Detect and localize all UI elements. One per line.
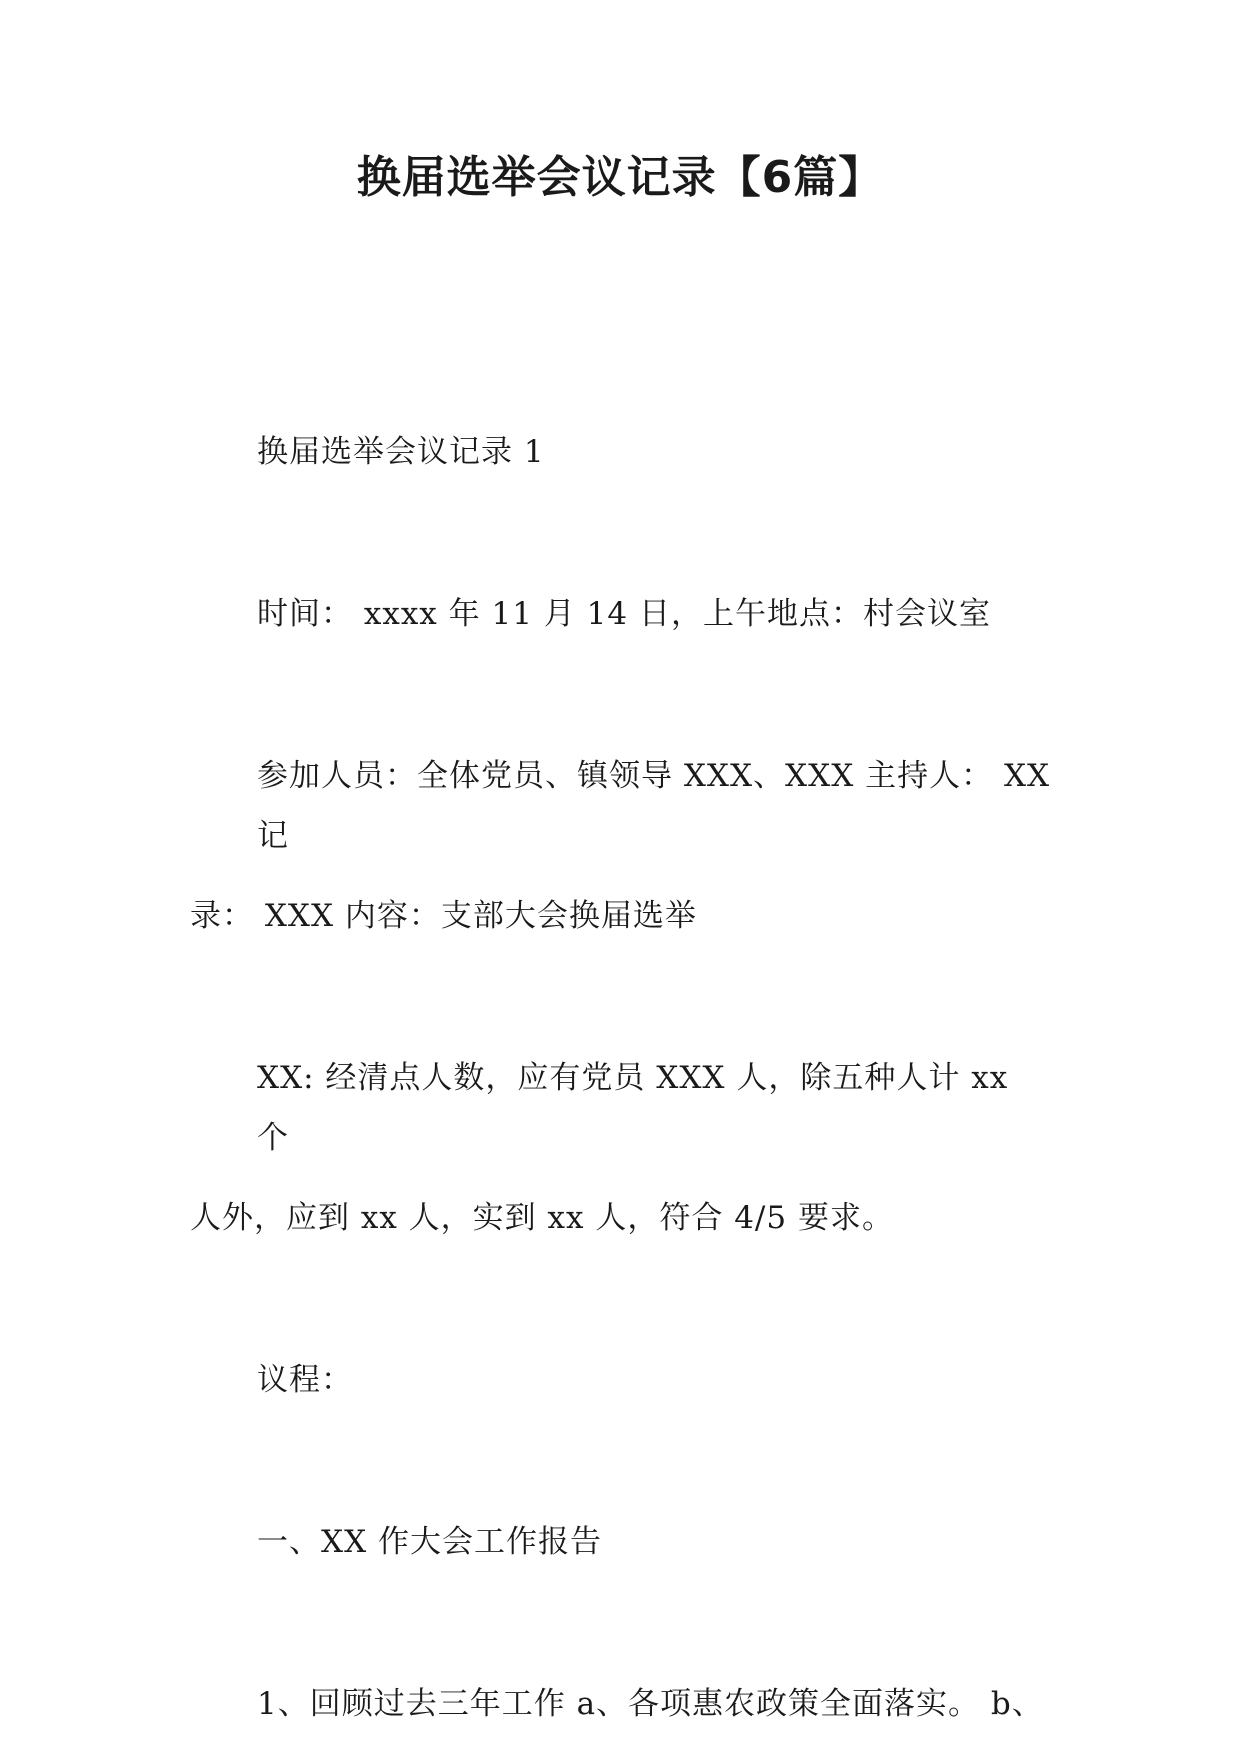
attendees-line-wrap: 记 bbox=[257, 818, 289, 854]
recorder-content-line: 录： XXX 内容：支部大会换届选举 bbox=[190, 898, 697, 934]
attendees-line: 参加人员：全体党员、镇领导 XXX、XXX 主持人： XX bbox=[257, 758, 1051, 794]
meeting-time-line: 时间： xxxx 年 11 月 14 日，上午地点：村会议室 bbox=[257, 596, 991, 632]
agenda-item-1-detail: 1、回顾过去三年工作 a、各项惠农政策全面落实。 b、 bbox=[257, 1686, 1044, 1722]
agenda-item-1: 一、XX 作大会工作报告 bbox=[257, 1524, 602, 1560]
headcount-line: XX: 经清点人数，应有党员 XXX 人，除五种人计 xx bbox=[257, 1060, 1009, 1096]
section-heading: 换届选举会议记录 1 bbox=[257, 434, 545, 470]
headcount-line-wrap: 个 bbox=[257, 1120, 289, 1156]
document-title: 换届选举会议记录【6篇】 bbox=[356, 152, 884, 203]
agenda-heading: 议程： bbox=[257, 1362, 353, 1398]
attendance-line: 人外，应到 xx 人，实到 xx 人，符合 4/5 要求。 bbox=[190, 1200, 894, 1236]
